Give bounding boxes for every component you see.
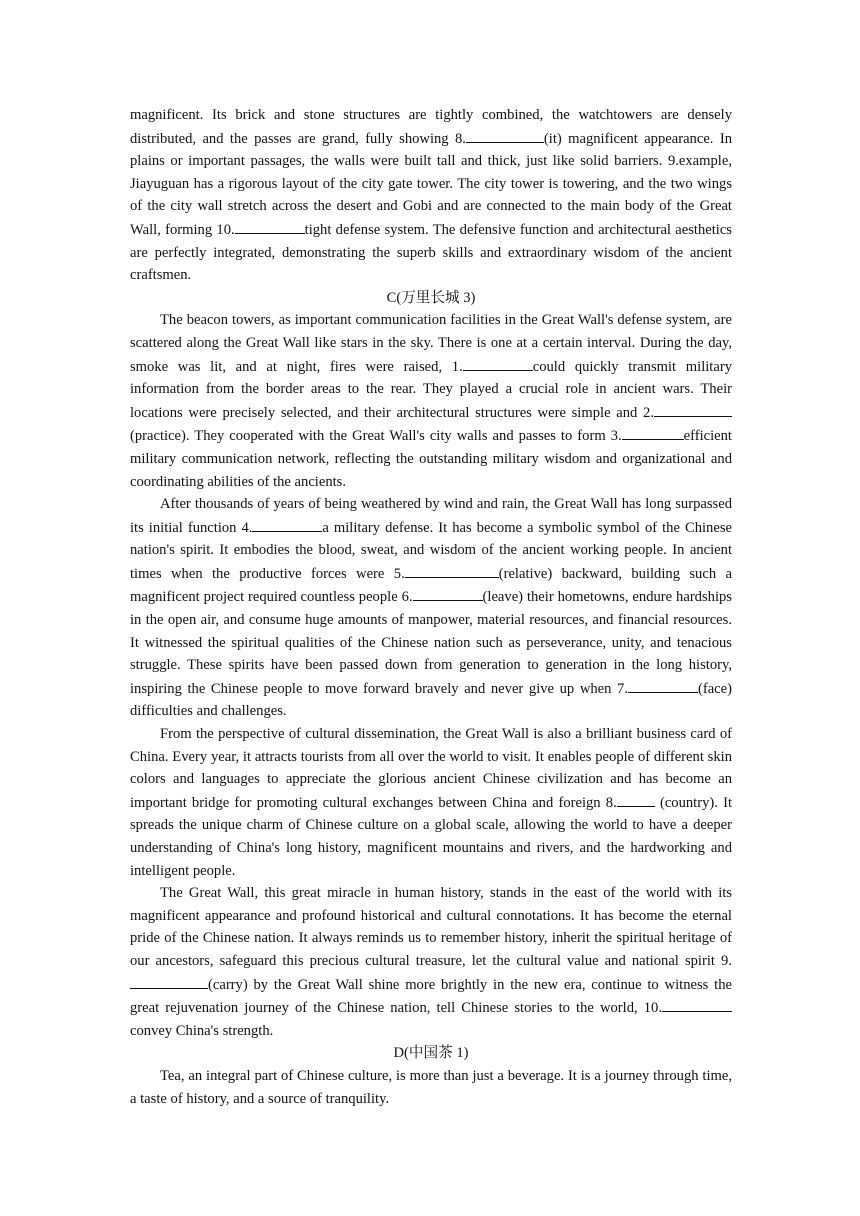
answer-blank-c6[interactable]: [413, 585, 483, 601]
section-c-heading: C(万里长城 3): [386, 289, 476, 306]
answer-blank-b8[interactable]: [466, 127, 544, 143]
text-segment: could quickly transmit military information from the border areas to the rear. They played a crucial role in ancient wars. Their locations were precisely selected, and their architectural structures were simple and 2.: [130, 358, 732, 421]
text-segment: efficient military communication network, reflecting the outstanding military wisdom and organizational and coordinating abilities of the ancients.: [130, 428, 732, 490]
answer-blank-b10[interactable]: [235, 218, 305, 234]
answer-blank-c8[interactable]: [617, 791, 655, 807]
text-segment: (relative) backward, building such a magnificent project required countless people 6.: [130, 565, 732, 606]
answer-blank-c7[interactable]: [628, 677, 698, 693]
text-segment: (carry) by the Great Wall shine more brightly in the new era, continue to witness the great rejuvenation journey of the Chinese nation, tell Chinese stories to the world, 10.: [130, 976, 732, 1017]
section-c-paragraph-4: [130, 882, 732, 1042]
text-segment: After thousands of years of being weathered by wind and rain, the Great Wall has long surpassed its initial function 4.: [130, 496, 732, 536]
answer-blank-c3[interactable]: [622, 424, 684, 440]
document-page: [130, 104, 732, 1110]
text-segment: example, Jiayuguan has a rigorous layout of the city gate tower. The city tower is towering, and the two wings of the city wall stretch across the desert and Gobi and are connected to the main body of the Great Wall, forming 10.: [130, 153, 732, 238]
section-c-paragraph-3: [130, 723, 732, 882]
text-segment: The Great Wall, this great miracle in human history, stands in the east of the world with its magnificent appearance and profound historical and cultural connotations. It has become the eternal pride of the Chinese nation. It always reminds us to remember history, inherit the spiritual heritage of our ancestors, safeguard this precious cultural treasure, let the cultural value and national spirit 9.: [130, 885, 732, 969]
text-segment: (face) difficulties and challenges.: [130, 680, 732, 720]
section-c-paragraph-2: [130, 493, 732, 723]
text-segment: The beacon towers, as important communication facilities in the Great Wall's defense system, are scattered along the Great Wall like stars in the sky. There is one at a certain interval. During the day, smoke was lit, and at night, fires were raised, 1.: [130, 312, 732, 375]
passage-b-paragraph-end: [130, 104, 732, 287]
section-c-paragraph-1: [130, 309, 732, 493]
text-segment: (country). It spreads the unique charm of Chinese culture on a global scale, allowing the world to have a deeper understanding of China's long history, magnificent mountains and rivers, and the hardworking and intelligent people.: [130, 794, 733, 879]
answer-blank-c10[interactable]: [662, 996, 732, 1012]
text-segment: (practice). They cooperated with the Great Wall's city walls and passes to form 3.: [130, 428, 622, 445]
text-segment: convey China's strength.: [130, 1022, 274, 1039]
text-segment: a military defense. It has become a symbolic symbol of the Chinese nation's spirit. It embodies the blood, sweat, and wisdom of the ancient working people. In ancient times when the productive forces were 5.: [130, 519, 732, 582]
text-segment: magnificent. Its brick and stone structures are tightly combined, the watchtowers are densely distributed, and the passes are grand, fully showing 8.: [130, 107, 732, 147]
text-segment: From the perspective of cultural dissemination, the Great Wall is also a brilliant business card of China. Every year, it attracts tourists from all over the world to visit. It enables people of different skin colors and languages to appreciate the glorious ancient Chinese civilization and has become an important bridge for promoting cultural exchanges between China and foreign 8.: [130, 726, 732, 811]
answer-blank-c9[interactable]: [130, 973, 208, 989]
text-segment: (it) magnificent appearance. In plains or important passages, the walls were built tall and thick, just like solid barriers. 9.: [130, 130, 732, 170]
answer-blank-c2[interactable]: [654, 401, 732, 417]
answer-blank-c4[interactable]: [252, 516, 322, 532]
text-segment: tight defense system. The defensive function and architectural aesthetics are perfectly integrated, demonstrating the superb skills and extraordinary wisdom of the ancient craftsmen.: [130, 221, 732, 284]
text-segment: (leave) their hometowns, endure hardships in the open air, and consume huge amounts of manpower, material resources, and financial resources. It witnessed the spiritual qualities of the Chinese nation such as perseverance, unity, and tenacious struggle. These spirits have been passed down from generation to generation in the long history, inspiring the Chinese people to move forward bravely and never give up when 7.: [130, 589, 732, 697]
answer-blank-c5[interactable]: [405, 562, 499, 578]
section-d-heading: D(中国茶 1): [393, 1045, 469, 1062]
section-d-paragraph-1: Tea, an integral part of Chinese culture, is more than just a beverage. It is a journey through time, a taste of history, and a source of tranquility.: [130, 1067, 732, 1107]
answer-blank-c1[interactable]: [463, 355, 533, 371]
